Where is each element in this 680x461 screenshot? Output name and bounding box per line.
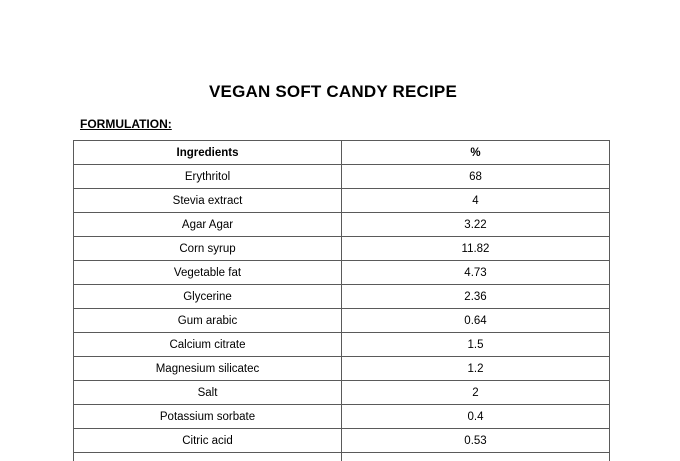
table-row bbox=[74, 381, 610, 405]
ingredient-cell: Calcium citrate bbox=[74, 333, 342, 357]
ingredient-cell-empty bbox=[74, 453, 342, 461]
table-row bbox=[74, 213, 610, 237]
table-row bbox=[74, 357, 610, 381]
table-row bbox=[74, 261, 610, 285]
column-header-ingredients: Ingredients bbox=[74, 141, 342, 165]
ingredient-cell: Agar Agar bbox=[74, 213, 342, 237]
percent-cell-empty bbox=[342, 453, 610, 461]
ingredient-cell: Magnesium silicatec bbox=[74, 357, 342, 381]
percent-cell: 1.5 bbox=[342, 333, 610, 357]
table-row bbox=[74, 189, 610, 213]
percent-cell: 1.2 bbox=[342, 357, 610, 381]
table-row bbox=[74, 333, 610, 357]
table-row bbox=[74, 165, 610, 189]
ingredient-cell: Potassium sorbate bbox=[74, 405, 342, 429]
percent-cell: 68 bbox=[342, 165, 610, 189]
ingredient-cell: Glycerine bbox=[74, 285, 342, 309]
ingredient-cell: Gum arabic bbox=[74, 309, 342, 333]
percent-cell: 0.64 bbox=[342, 309, 610, 333]
ingredient-cell: Salt bbox=[74, 381, 342, 405]
table-row bbox=[74, 237, 610, 261]
percent-cell: 2 bbox=[342, 381, 610, 405]
percent-cell: 3.22 bbox=[342, 213, 610, 237]
ingredient-cell: Citric acid bbox=[74, 429, 342, 453]
column-header-percent: % bbox=[342, 141, 610, 165]
document-title: VEGAN SOFT CANDY RECIPE bbox=[0, 82, 666, 102]
percent-cell: 4.73 bbox=[342, 261, 610, 285]
table-row bbox=[74, 285, 610, 309]
percent-cell: 0.4 bbox=[342, 405, 610, 429]
ingredient-cell: Corn syrup bbox=[74, 237, 342, 261]
section-heading-formulation: FORMULATION: bbox=[80, 117, 172, 131]
formulation-table bbox=[73, 140, 610, 461]
table-row bbox=[74, 309, 610, 333]
ingredient-cell: Erythritol bbox=[74, 165, 342, 189]
ingredient-cell: Vegetable fat bbox=[74, 261, 342, 285]
percent-cell: 4 bbox=[342, 189, 610, 213]
ingredient-cell: Stevia extract bbox=[74, 189, 342, 213]
table-row-truncated bbox=[74, 453, 610, 461]
percent-cell: 11.82 bbox=[342, 237, 610, 261]
table-row bbox=[74, 405, 610, 429]
percent-cell: 2.36 bbox=[342, 285, 610, 309]
table-row bbox=[74, 429, 610, 453]
percent-cell: 0.53 bbox=[342, 429, 610, 453]
table-header-row bbox=[74, 141, 610, 165]
